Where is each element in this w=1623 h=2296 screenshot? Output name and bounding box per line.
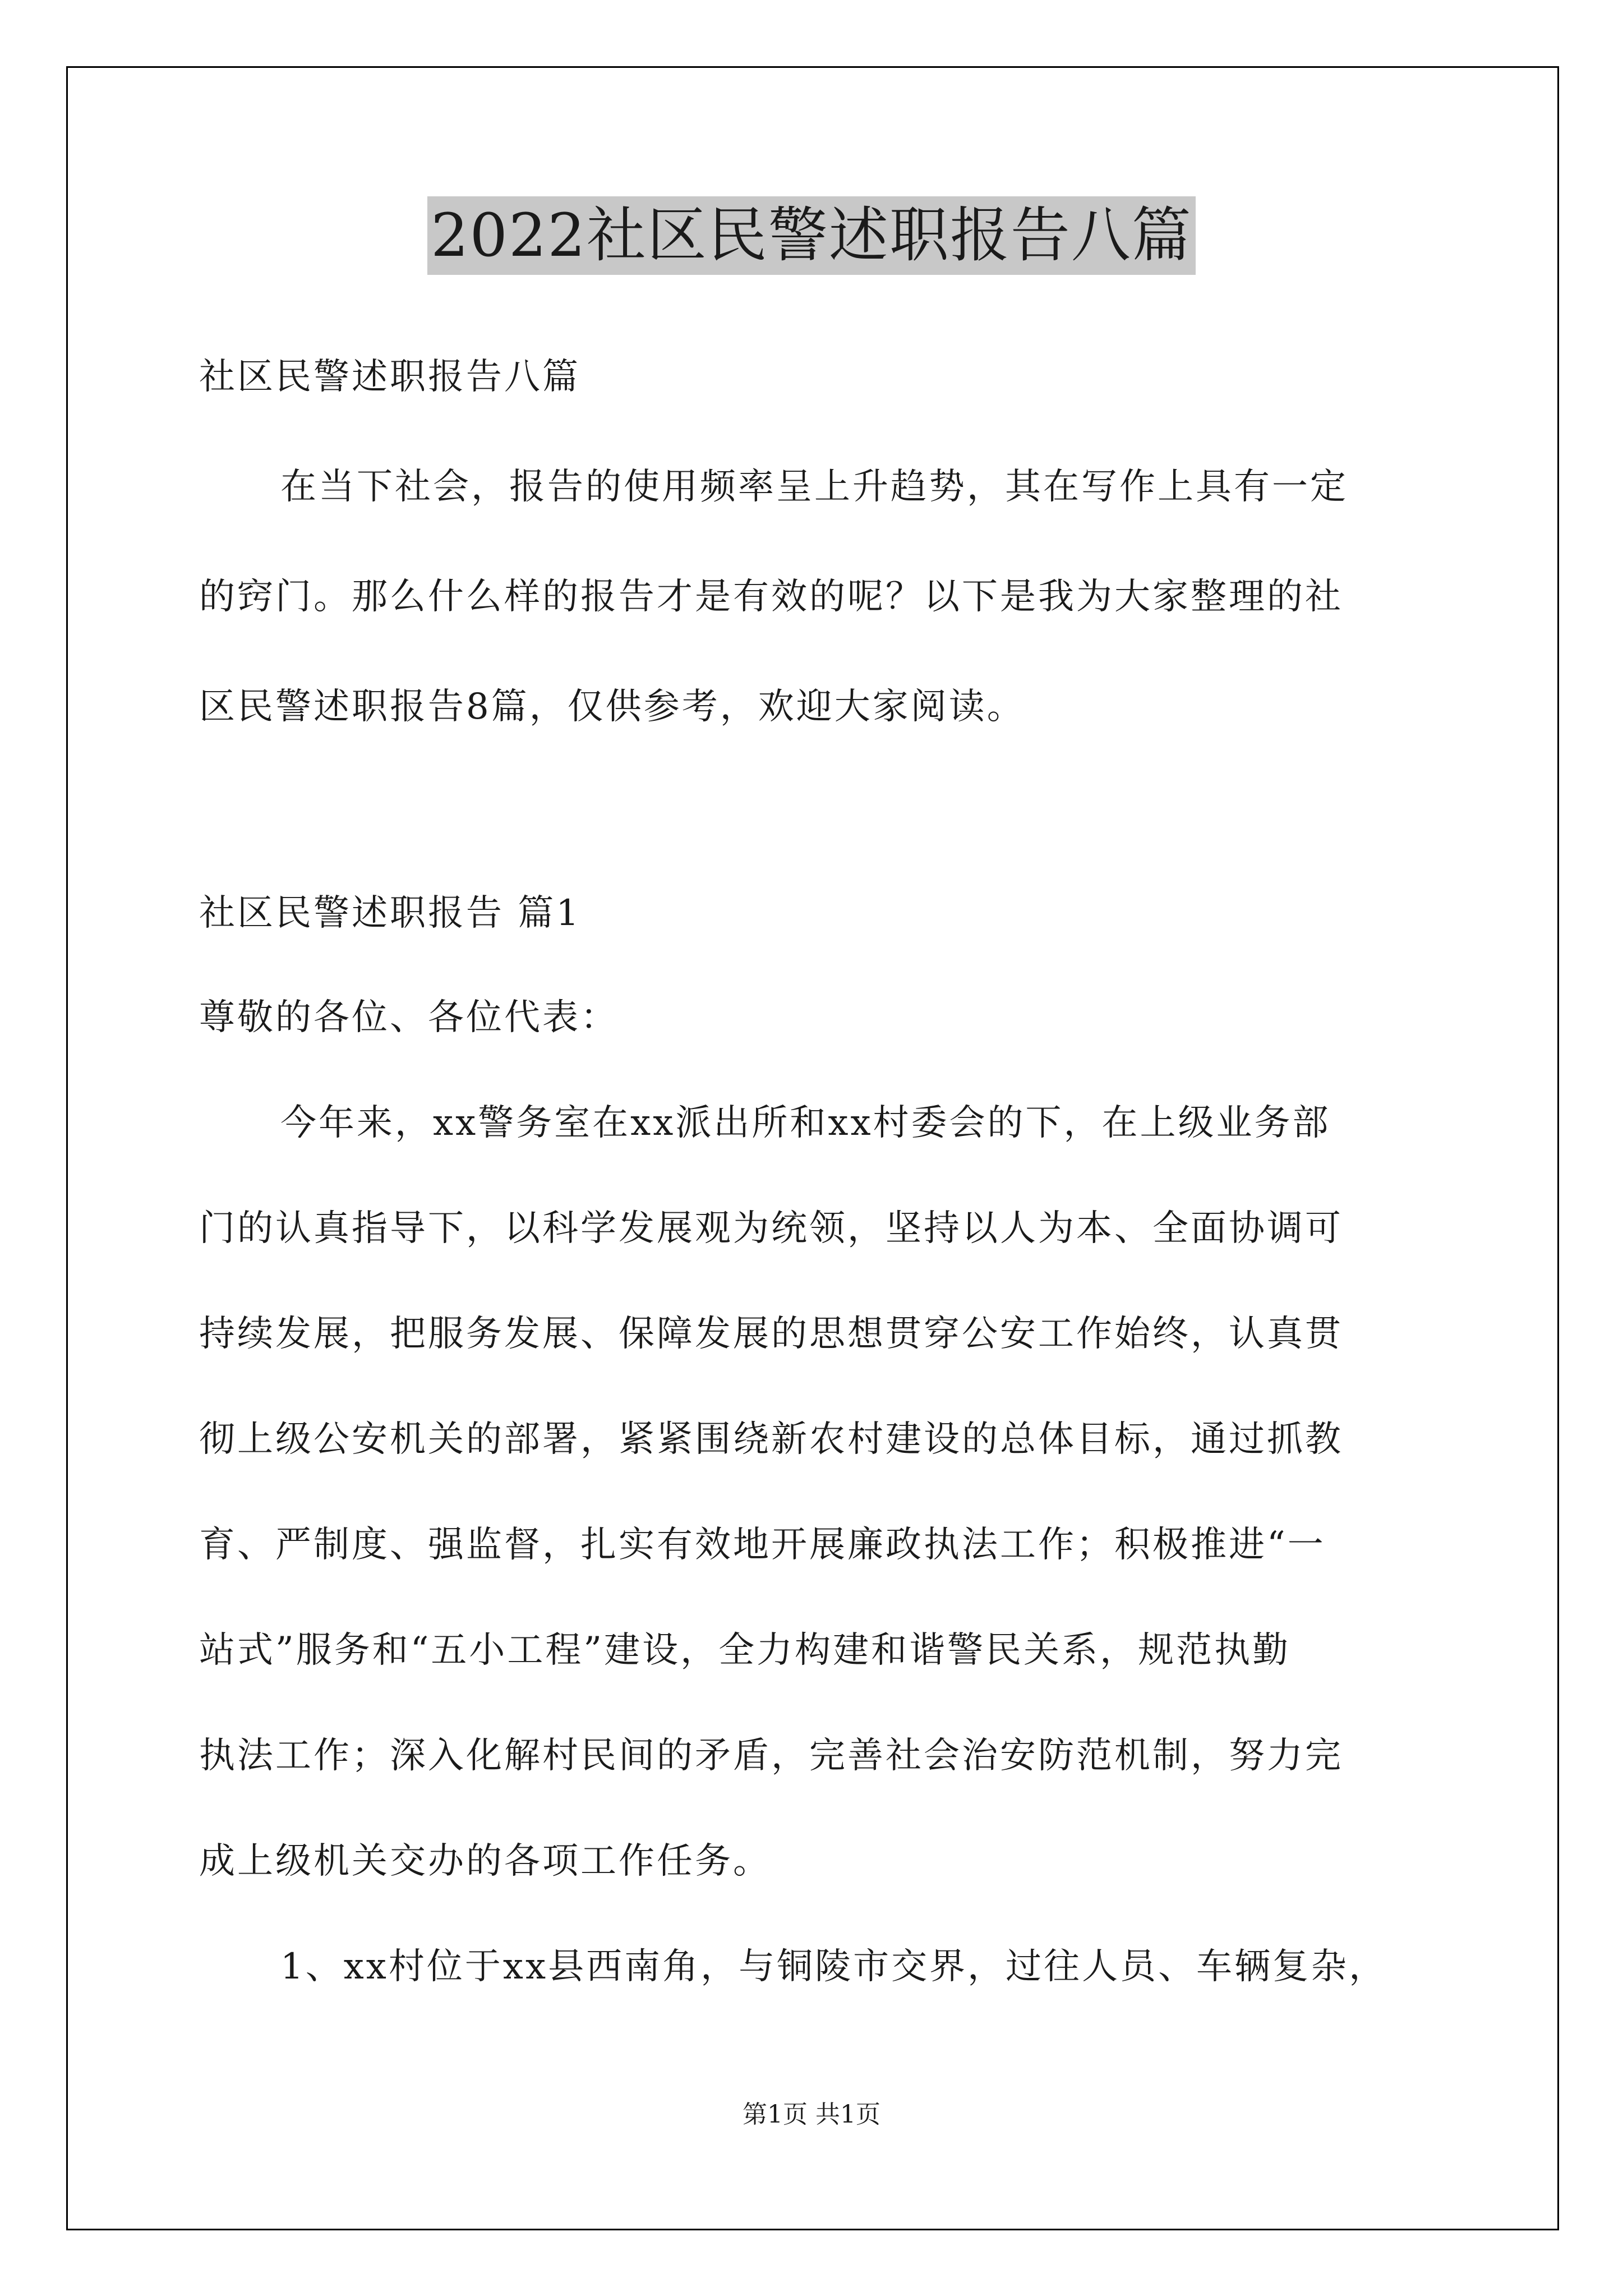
body-line-5: 育、严制度、强监督，扎实有效地开展廉政执法工作；积极推进“一 bbox=[199, 1524, 1326, 1566]
body-line-3: 持续发展，把服务发展、保障发展的思想贯穿公安工作始终，认真贯 bbox=[199, 1313, 1343, 1355]
body-line-4: 彻上级公安机关的部署，紧紧围绕新农村建设的总体目标，通过抓教 bbox=[199, 1419, 1343, 1460]
body-line-1: 今年来，xx警务室在xx派出所和xx村委会的下，在上级业务部 bbox=[280, 1102, 1331, 1144]
salutation: 尊敬的各位、各位代表： bbox=[199, 997, 619, 1038]
intro-line-3: 区民警述职报告8篇，仅供参考，欢迎大家阅读。 bbox=[199, 686, 1025, 728]
page-footer: 第1页 共1页 bbox=[743, 2100, 880, 2129]
title-container bbox=[0, 196, 1623, 275]
intro-line-1: 在当下社会，报告的使用频率呈上升趋势，其在写作上具有一定 bbox=[280, 466, 1348, 508]
body-line-7: 执法工作；深入化解村民间的矛盾，完善社会治安防范机制，努力完 bbox=[199, 1735, 1343, 1777]
point-line-1: 1、xx村位于xx县西南角，与铜陵市交界，过往人员、车辆复杂， bbox=[280, 1946, 1387, 1987]
section-heading: 社区民警述职报告 篇1 bbox=[199, 892, 582, 934]
document-subtitle: 社区民警述职报告八篇 bbox=[199, 356, 580, 398]
body-line-2: 门的认真指导下，以科学发展观为统领，坚持以人为本、全面协调可 bbox=[199, 1208, 1343, 1249]
document-title: 2022社区民警述职报告八篇 bbox=[427, 196, 1196, 275]
intro-line-2: 的窍门。那么什么样的报告才是有效的呢？以下是我为大家整理的社 bbox=[199, 576, 1343, 618]
body-line-8: 成上级机关交办的各项工作任务。 bbox=[199, 1841, 771, 1882]
body-line-6: 站式”服务和“五小工程”建设，全力构建和谐警民关系，规范执勤 bbox=[199, 1630, 1291, 1671]
